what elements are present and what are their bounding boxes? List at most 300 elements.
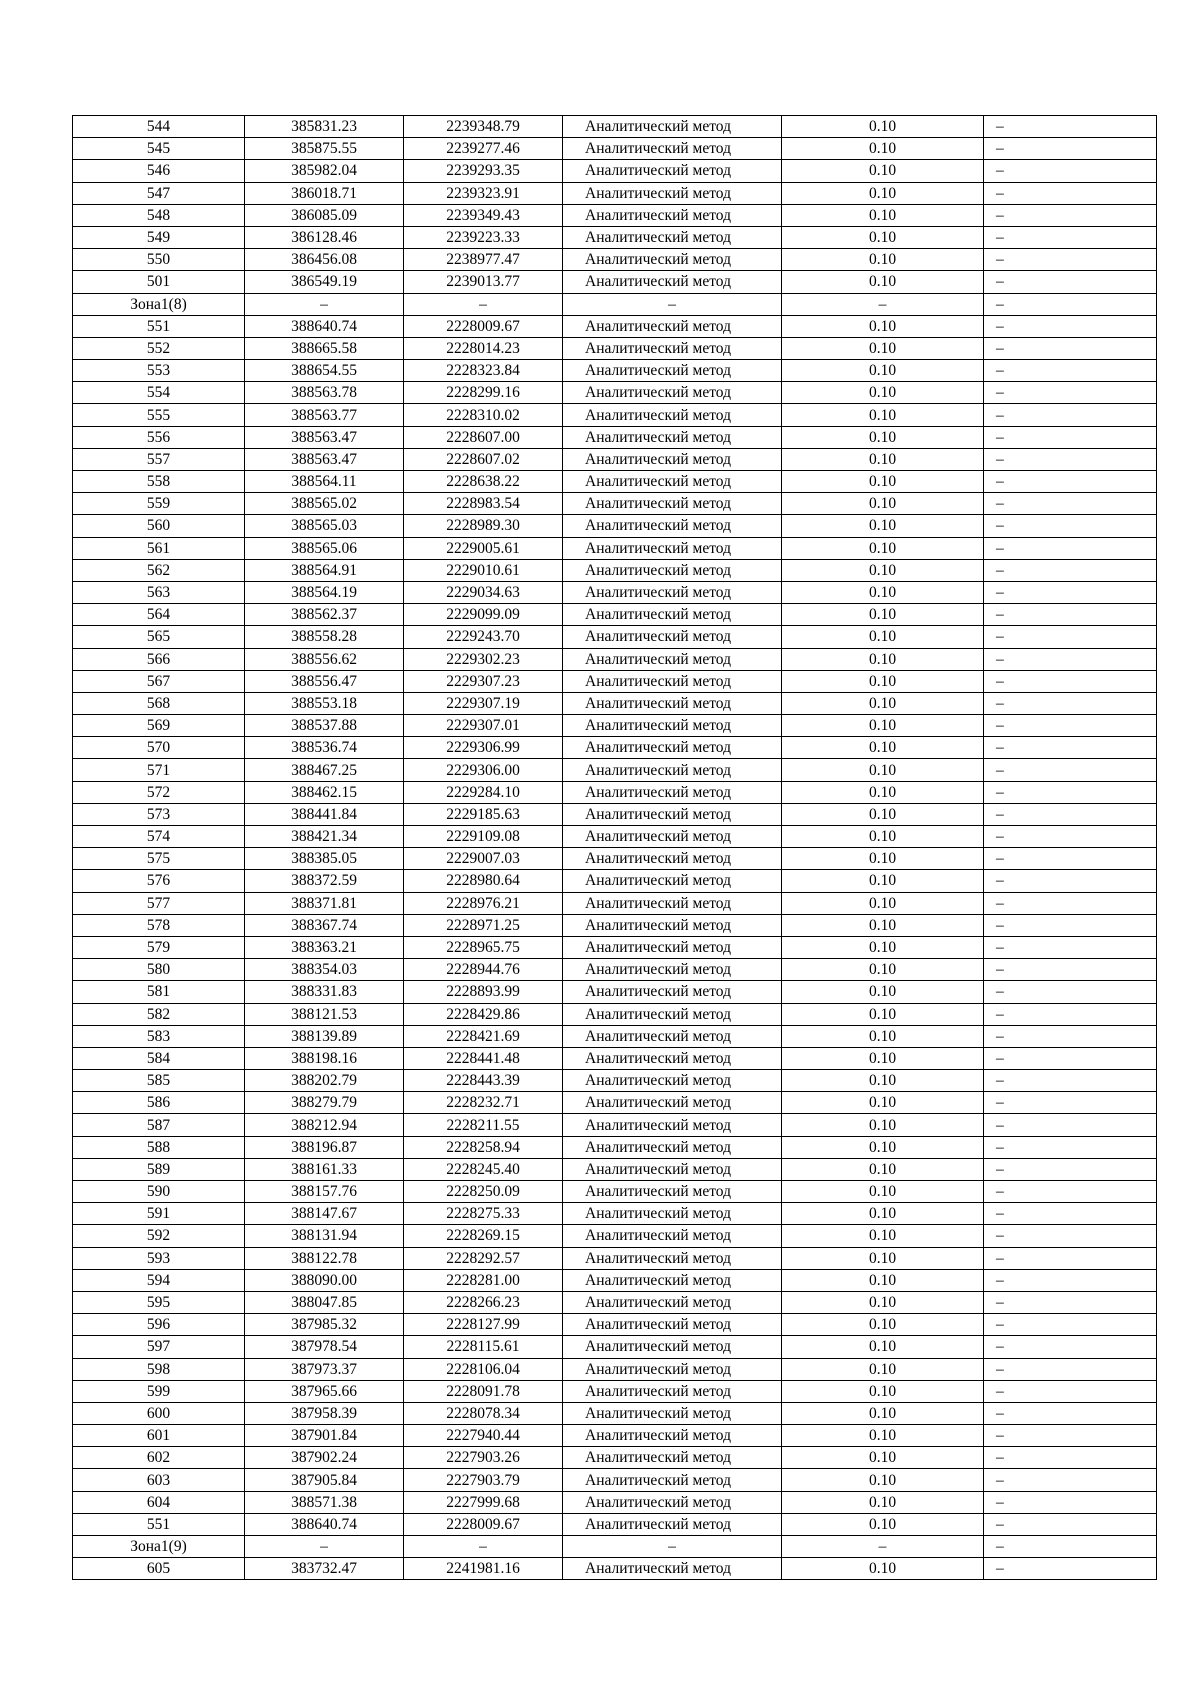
note-cell: – bbox=[984, 1380, 1157, 1402]
table-row bbox=[73, 1025, 1157, 1047]
coordinates-table bbox=[72, 115, 1157, 1580]
table-row bbox=[73, 182, 1157, 204]
method-cell: Аналитический метод bbox=[563, 803, 782, 825]
method-cell: Аналитический метод bbox=[563, 493, 782, 515]
accuracy-cell: 0.10 bbox=[782, 315, 984, 337]
x-coordinate-cell: 388562.37 bbox=[245, 604, 404, 626]
y-coordinate-cell: 2228091.78 bbox=[404, 1380, 563, 1402]
x-coordinate-cell: 388571.38 bbox=[245, 1491, 404, 1513]
point-number-cell: 549 bbox=[73, 226, 245, 248]
accuracy-cell: 0.10 bbox=[782, 1003, 984, 1025]
note-cell: – bbox=[984, 1181, 1157, 1203]
table-row bbox=[73, 1070, 1157, 1092]
table-row bbox=[73, 404, 1157, 426]
method-cell: Аналитический метод bbox=[563, 382, 782, 404]
accuracy-cell: 0.10 bbox=[782, 1047, 984, 1069]
point-number-cell: 592 bbox=[73, 1225, 245, 1247]
table-row bbox=[73, 1114, 1157, 1136]
note-cell: – bbox=[984, 382, 1157, 404]
method-cell: Аналитический метод bbox=[563, 337, 782, 359]
y-coordinate-cell: 2228281.00 bbox=[404, 1269, 563, 1291]
method-cell: Аналитический метод bbox=[563, 1203, 782, 1225]
table-row bbox=[73, 493, 1157, 515]
method-cell: Аналитический метод bbox=[563, 604, 782, 626]
table-row bbox=[73, 559, 1157, 581]
note-cell: – bbox=[984, 271, 1157, 293]
y-coordinate-cell: – bbox=[404, 293, 563, 315]
point-number-cell: 562 bbox=[73, 559, 245, 581]
point-number-cell: 545 bbox=[73, 138, 245, 160]
table-row bbox=[73, 337, 1157, 359]
method-cell: Аналитический метод bbox=[563, 670, 782, 692]
point-number-cell: 555 bbox=[73, 404, 245, 426]
accuracy-cell: 0.10 bbox=[782, 1469, 984, 1491]
x-coordinate-cell: 388331.83 bbox=[245, 981, 404, 1003]
method-cell: Аналитический метод bbox=[563, 249, 782, 271]
x-coordinate-cell: 387973.37 bbox=[245, 1358, 404, 1380]
y-coordinate-cell: 2239349.43 bbox=[404, 204, 563, 226]
table-row bbox=[73, 138, 1157, 160]
y-coordinate-cell: 2228106.04 bbox=[404, 1358, 563, 1380]
accuracy-cell: 0.10 bbox=[782, 138, 984, 160]
table-row bbox=[73, 1425, 1157, 1447]
note-cell: – bbox=[984, 1513, 1157, 1535]
accuracy-cell: 0.10 bbox=[782, 360, 984, 382]
x-coordinate-cell: 388564.91 bbox=[245, 559, 404, 581]
table-row bbox=[73, 848, 1157, 870]
table-row bbox=[73, 226, 1157, 248]
accuracy-cell: 0.10 bbox=[782, 1380, 984, 1402]
accuracy-cell: 0.10 bbox=[782, 1314, 984, 1336]
point-number-cell: 595 bbox=[73, 1291, 245, 1313]
point-number-cell: 600 bbox=[73, 1402, 245, 1424]
method-cell: Аналитический метод bbox=[563, 1336, 782, 1358]
method-cell: Аналитический метод bbox=[563, 360, 782, 382]
x-coordinate-cell: 388279.79 bbox=[245, 1092, 404, 1114]
table-row bbox=[73, 1181, 1157, 1203]
accuracy-cell: 0.10 bbox=[782, 559, 984, 581]
note-cell: – bbox=[984, 1092, 1157, 1114]
x-coordinate-cell: 386128.46 bbox=[245, 226, 404, 248]
table-row bbox=[73, 1291, 1157, 1313]
method-cell: Аналитический метод bbox=[563, 692, 782, 714]
accuracy-cell: 0.10 bbox=[782, 870, 984, 892]
y-coordinate-cell: 2228245.40 bbox=[404, 1158, 563, 1180]
point-number-cell: 554 bbox=[73, 382, 245, 404]
y-coordinate-cell: 2228638.22 bbox=[404, 471, 563, 493]
point-number-cell: Зона1(8) bbox=[73, 293, 245, 315]
x-coordinate-cell: 388131.94 bbox=[245, 1225, 404, 1247]
note-cell: – bbox=[984, 1136, 1157, 1158]
accuracy-cell: 0.10 bbox=[782, 715, 984, 737]
accuracy-cell: 0.10 bbox=[782, 1402, 984, 1424]
method-cell: Аналитический метод bbox=[563, 1158, 782, 1180]
point-number-cell: 590 bbox=[73, 1181, 245, 1203]
table-row bbox=[73, 1513, 1157, 1535]
table-row bbox=[73, 1158, 1157, 1180]
note-cell: – bbox=[984, 648, 1157, 670]
accuracy-cell: 0.10 bbox=[782, 382, 984, 404]
y-coordinate-cell: 2228292.57 bbox=[404, 1247, 563, 1269]
zone-header-row bbox=[73, 1536, 1157, 1558]
note-cell: – bbox=[984, 1003, 1157, 1025]
x-coordinate-cell: 387985.32 bbox=[245, 1314, 404, 1336]
method-cell: Аналитический метод bbox=[563, 315, 782, 337]
x-coordinate-cell: 388047.85 bbox=[245, 1291, 404, 1313]
note-cell: – bbox=[984, 959, 1157, 981]
x-coordinate-cell: 383732.47 bbox=[245, 1558, 404, 1580]
method-cell: Аналитический метод bbox=[563, 1513, 782, 1535]
x-coordinate-cell: 388558.28 bbox=[245, 626, 404, 648]
note-cell: – bbox=[984, 1269, 1157, 1291]
table-row bbox=[73, 271, 1157, 293]
note-cell: – bbox=[984, 1402, 1157, 1424]
note-cell: – bbox=[984, 1070, 1157, 1092]
accuracy-cell: 0.10 bbox=[782, 914, 984, 936]
note-cell: – bbox=[984, 1025, 1157, 1047]
method-cell: Аналитический метод bbox=[563, 426, 782, 448]
point-number-cell: 597 bbox=[73, 1336, 245, 1358]
point-number-cell: 596 bbox=[73, 1314, 245, 1336]
method-cell: Аналитический метод bbox=[563, 1047, 782, 1069]
x-coordinate-cell: 388371.81 bbox=[245, 892, 404, 914]
method-cell: Аналитический метод bbox=[563, 1447, 782, 1469]
table-row bbox=[73, 648, 1157, 670]
x-coordinate-cell: 386549.19 bbox=[245, 271, 404, 293]
y-coordinate-cell: 2229005.61 bbox=[404, 537, 563, 559]
x-coordinate-cell: 388565.03 bbox=[245, 515, 404, 537]
table-row bbox=[73, 981, 1157, 1003]
point-number-cell: 603 bbox=[73, 1469, 245, 1491]
y-coordinate-cell: 2228893.99 bbox=[404, 981, 563, 1003]
table-row bbox=[73, 1558, 1157, 1580]
point-number-cell: 602 bbox=[73, 1447, 245, 1469]
accuracy-cell: 0.10 bbox=[782, 737, 984, 759]
y-coordinate-cell: 2228258.94 bbox=[404, 1136, 563, 1158]
point-number-cell: 552 bbox=[73, 337, 245, 359]
table-row bbox=[73, 737, 1157, 759]
accuracy-cell: 0.10 bbox=[782, 1447, 984, 1469]
y-coordinate-cell: 2229307.19 bbox=[404, 692, 563, 714]
point-number-cell: 501 bbox=[73, 271, 245, 293]
point-number-cell: 580 bbox=[73, 959, 245, 981]
accuracy-cell: 0.10 bbox=[782, 1291, 984, 1313]
x-coordinate-cell: 388354.03 bbox=[245, 959, 404, 981]
table-row bbox=[73, 1380, 1157, 1402]
accuracy-cell: 0.10 bbox=[782, 448, 984, 470]
y-coordinate-cell: 2228275.33 bbox=[404, 1203, 563, 1225]
note-cell: – bbox=[984, 670, 1157, 692]
note-cell: – bbox=[984, 914, 1157, 936]
accuracy-cell: 0.10 bbox=[782, 1513, 984, 1535]
note-cell: – bbox=[984, 1469, 1157, 1491]
accuracy-cell: 0.10 bbox=[782, 204, 984, 226]
accuracy-cell: 0.10 bbox=[782, 404, 984, 426]
note-cell: – bbox=[984, 249, 1157, 271]
point-number-cell: 560 bbox=[73, 515, 245, 537]
note-cell: – bbox=[984, 315, 1157, 337]
x-coordinate-cell: 388363.21 bbox=[245, 936, 404, 958]
note-cell: – bbox=[984, 426, 1157, 448]
table-row bbox=[73, 204, 1157, 226]
method-cell: Аналитический метод bbox=[563, 870, 782, 892]
point-number-cell: 585 bbox=[73, 1070, 245, 1092]
x-coordinate-cell: 387905.84 bbox=[245, 1469, 404, 1491]
accuracy-cell: 0.10 bbox=[782, 426, 984, 448]
table-row bbox=[73, 781, 1157, 803]
x-coordinate-cell: 388122.78 bbox=[245, 1247, 404, 1269]
x-coordinate-cell: 388147.67 bbox=[245, 1203, 404, 1225]
method-cell: Аналитический метод bbox=[563, 1425, 782, 1447]
table-row bbox=[73, 160, 1157, 182]
table-row bbox=[73, 1003, 1157, 1025]
method-cell: Аналитический метод bbox=[563, 715, 782, 737]
note-cell: – bbox=[984, 204, 1157, 226]
note-cell: – bbox=[984, 1425, 1157, 1447]
x-coordinate-cell: 388565.06 bbox=[245, 537, 404, 559]
accuracy-cell: 0.10 bbox=[782, 648, 984, 670]
note-cell: – bbox=[984, 182, 1157, 204]
accuracy-cell: 0.10 bbox=[782, 1247, 984, 1269]
x-coordinate-cell: 388564.19 bbox=[245, 581, 404, 603]
accuracy-cell: 0.10 bbox=[782, 1269, 984, 1291]
note-cell: – bbox=[984, 892, 1157, 914]
point-number-cell: 584 bbox=[73, 1047, 245, 1069]
point-number-cell: 589 bbox=[73, 1158, 245, 1180]
x-coordinate-cell: 387902.24 bbox=[245, 1447, 404, 1469]
y-coordinate-cell: 2238977.47 bbox=[404, 249, 563, 271]
note-cell: – bbox=[984, 448, 1157, 470]
note-cell: – bbox=[984, 981, 1157, 1003]
accuracy-cell: 0.10 bbox=[782, 892, 984, 914]
table-row bbox=[73, 382, 1157, 404]
y-coordinate-cell: 2239277.46 bbox=[404, 138, 563, 160]
point-number-cell: 548 bbox=[73, 204, 245, 226]
point-number-cell: 586 bbox=[73, 1092, 245, 1114]
method-cell: Аналитический метод bbox=[563, 914, 782, 936]
method-cell: Аналитический метод bbox=[563, 848, 782, 870]
accuracy-cell: 0.10 bbox=[782, 936, 984, 958]
y-coordinate-cell: 2228429.86 bbox=[404, 1003, 563, 1025]
table-row bbox=[73, 626, 1157, 648]
coordinates-table-body bbox=[73, 116, 1157, 1580]
method-cell: Аналитический метод bbox=[563, 448, 782, 470]
table-row bbox=[73, 715, 1157, 737]
table-row bbox=[73, 959, 1157, 981]
note-cell: – bbox=[984, 1336, 1157, 1358]
note-cell: – bbox=[984, 1358, 1157, 1380]
point-number-cell: 563 bbox=[73, 581, 245, 603]
method-cell: Аналитический метод bbox=[563, 1558, 782, 1580]
note-cell: – bbox=[984, 604, 1157, 626]
method-cell: Аналитический метод bbox=[563, 981, 782, 1003]
point-number-cell: 571 bbox=[73, 759, 245, 781]
note-cell: – bbox=[984, 692, 1157, 714]
accuracy-cell: 0.10 bbox=[782, 981, 984, 1003]
accuracy-cell: 0.10 bbox=[782, 493, 984, 515]
accuracy-cell: 0.10 bbox=[782, 226, 984, 248]
method-cell: Аналитический метод bbox=[563, 936, 782, 958]
table-row bbox=[73, 803, 1157, 825]
point-number-cell: 577 bbox=[73, 892, 245, 914]
point-number-cell: 564 bbox=[73, 604, 245, 626]
accuracy-cell: 0.10 bbox=[782, 1225, 984, 1247]
note-cell: – bbox=[984, 1291, 1157, 1313]
method-cell: Аналитический метод bbox=[563, 1181, 782, 1203]
note-cell: – bbox=[984, 1247, 1157, 1269]
y-coordinate-cell: 2239013.77 bbox=[404, 271, 563, 293]
point-number-cell: 587 bbox=[73, 1114, 245, 1136]
point-number-cell: 601 bbox=[73, 1425, 245, 1447]
y-coordinate-cell: 2229302.23 bbox=[404, 648, 563, 670]
point-number-cell: 565 bbox=[73, 626, 245, 648]
y-coordinate-cell: 2227999.68 bbox=[404, 1491, 563, 1513]
table-row bbox=[73, 1469, 1157, 1491]
y-coordinate-cell: 2229010.61 bbox=[404, 559, 563, 581]
method-cell: – bbox=[563, 1536, 782, 1558]
y-coordinate-cell: 2228310.02 bbox=[404, 404, 563, 426]
point-number-cell: 605 bbox=[73, 1558, 245, 1580]
y-coordinate-cell: 2228607.00 bbox=[404, 426, 563, 448]
table-row bbox=[73, 892, 1157, 914]
x-coordinate-cell: 386085.09 bbox=[245, 204, 404, 226]
accuracy-cell: 0.10 bbox=[782, 670, 984, 692]
accuracy-cell: 0.10 bbox=[782, 337, 984, 359]
table-row bbox=[73, 1491, 1157, 1513]
x-coordinate-cell: 388563.47 bbox=[245, 448, 404, 470]
y-coordinate-cell: 2228078.34 bbox=[404, 1402, 563, 1424]
y-coordinate-cell: 2227903.79 bbox=[404, 1469, 563, 1491]
point-number-cell: 551 bbox=[73, 315, 245, 337]
method-cell: Аналитический метод bbox=[563, 404, 782, 426]
point-number-cell: 557 bbox=[73, 448, 245, 470]
accuracy-cell: 0.10 bbox=[782, 515, 984, 537]
point-number-cell: 547 bbox=[73, 182, 245, 204]
table-row bbox=[73, 1092, 1157, 1114]
table-row bbox=[73, 360, 1157, 382]
y-coordinate-cell: 2229284.10 bbox=[404, 781, 563, 803]
table-row bbox=[73, 1047, 1157, 1069]
x-coordinate-cell: 388563.47 bbox=[245, 426, 404, 448]
table-row bbox=[73, 604, 1157, 626]
y-coordinate-cell: 2228266.23 bbox=[404, 1291, 563, 1313]
accuracy-cell: 0.10 bbox=[782, 116, 984, 138]
note-cell: – bbox=[984, 1114, 1157, 1136]
accuracy-cell: 0.10 bbox=[782, 1181, 984, 1203]
note-cell: – bbox=[984, 936, 1157, 958]
y-coordinate-cell: 2241981.16 bbox=[404, 1558, 563, 1580]
accuracy-cell: 0.10 bbox=[782, 1358, 984, 1380]
method-cell: Аналитический метод bbox=[563, 1358, 782, 1380]
method-cell: Аналитический метод bbox=[563, 271, 782, 293]
table-row bbox=[73, 315, 1157, 337]
y-coordinate-cell: 2228421.69 bbox=[404, 1025, 563, 1047]
point-number-cell: 591 bbox=[73, 1203, 245, 1225]
y-coordinate-cell: 2229307.01 bbox=[404, 715, 563, 737]
point-number-cell: 582 bbox=[73, 1003, 245, 1025]
accuracy-cell: 0.10 bbox=[782, 1203, 984, 1225]
x-coordinate-cell: 388157.76 bbox=[245, 1181, 404, 1203]
x-coordinate-cell: 387978.54 bbox=[245, 1336, 404, 1358]
x-coordinate-cell: 388441.84 bbox=[245, 803, 404, 825]
table-row bbox=[73, 1203, 1157, 1225]
note-cell: – bbox=[984, 1491, 1157, 1513]
method-cell: Аналитический метод bbox=[563, 1469, 782, 1491]
table-row bbox=[73, 537, 1157, 559]
point-number-cell: 553 bbox=[73, 360, 245, 382]
note-cell: – bbox=[984, 848, 1157, 870]
method-cell: Аналитический метод bbox=[563, 892, 782, 914]
method-cell: Аналитический метод bbox=[563, 1314, 782, 1336]
x-coordinate-cell: – bbox=[245, 293, 404, 315]
note-cell: – bbox=[984, 1536, 1157, 1558]
y-coordinate-cell: – bbox=[404, 1536, 563, 1558]
y-coordinate-cell: 2229243.70 bbox=[404, 626, 563, 648]
x-coordinate-cell: 388564.11 bbox=[245, 471, 404, 493]
x-coordinate-cell: 388563.77 bbox=[245, 404, 404, 426]
method-cell: Аналитический метод bbox=[563, 959, 782, 981]
method-cell: Аналитический метод bbox=[563, 1269, 782, 1291]
accuracy-cell: 0.10 bbox=[782, 1114, 984, 1136]
note-cell: – bbox=[984, 537, 1157, 559]
document-page bbox=[72, 115, 1157, 1580]
point-number-cell: 558 bbox=[73, 471, 245, 493]
table-row bbox=[73, 1314, 1157, 1336]
x-coordinate-cell: 388161.33 bbox=[245, 1158, 404, 1180]
method-cell: Аналитический метод bbox=[563, 1380, 782, 1402]
method-cell: Аналитический метод bbox=[563, 515, 782, 537]
table-row bbox=[73, 448, 1157, 470]
x-coordinate-cell: 388467.25 bbox=[245, 759, 404, 781]
x-coordinate-cell: 388556.62 bbox=[245, 648, 404, 670]
method-cell: Аналитический метод bbox=[563, 471, 782, 493]
accuracy-cell: 0.10 bbox=[782, 160, 984, 182]
x-coordinate-cell: 388202.79 bbox=[245, 1070, 404, 1092]
note-cell: – bbox=[984, 1558, 1157, 1580]
method-cell: Аналитический метод bbox=[563, 1070, 782, 1092]
table-row bbox=[73, 914, 1157, 936]
point-number-cell: 550 bbox=[73, 249, 245, 271]
method-cell: Аналитический метод bbox=[563, 138, 782, 160]
point-number-cell: 594 bbox=[73, 1269, 245, 1291]
table-row bbox=[73, 826, 1157, 848]
point-number-cell: 599 bbox=[73, 1380, 245, 1402]
point-number-cell: 570 bbox=[73, 737, 245, 759]
point-number-cell: 579 bbox=[73, 936, 245, 958]
method-cell: Аналитический метод bbox=[563, 1225, 782, 1247]
y-coordinate-cell: 2228269.15 bbox=[404, 1225, 563, 1247]
method-cell: Аналитический метод bbox=[563, 559, 782, 581]
note-cell: – bbox=[984, 1047, 1157, 1069]
y-coordinate-cell: 2228127.99 bbox=[404, 1314, 563, 1336]
x-coordinate-cell: 388198.16 bbox=[245, 1047, 404, 1069]
method-cell: Аналитический метод bbox=[563, 160, 782, 182]
note-cell: – bbox=[984, 870, 1157, 892]
x-coordinate-cell: 388090.00 bbox=[245, 1269, 404, 1291]
accuracy-cell: 0.10 bbox=[782, 803, 984, 825]
note-cell: – bbox=[984, 581, 1157, 603]
note-cell: – bbox=[984, 626, 1157, 648]
note-cell: – bbox=[984, 803, 1157, 825]
accuracy-cell: 0.10 bbox=[782, 626, 984, 648]
y-coordinate-cell: 2239323.91 bbox=[404, 182, 563, 204]
y-coordinate-cell: 2228211.55 bbox=[404, 1114, 563, 1136]
point-number-cell: 588 bbox=[73, 1136, 245, 1158]
table-row bbox=[73, 1447, 1157, 1469]
y-coordinate-cell: 2227903.26 bbox=[404, 1447, 563, 1469]
accuracy-cell: 0.10 bbox=[782, 1558, 984, 1580]
y-coordinate-cell: 2227940.44 bbox=[404, 1425, 563, 1447]
